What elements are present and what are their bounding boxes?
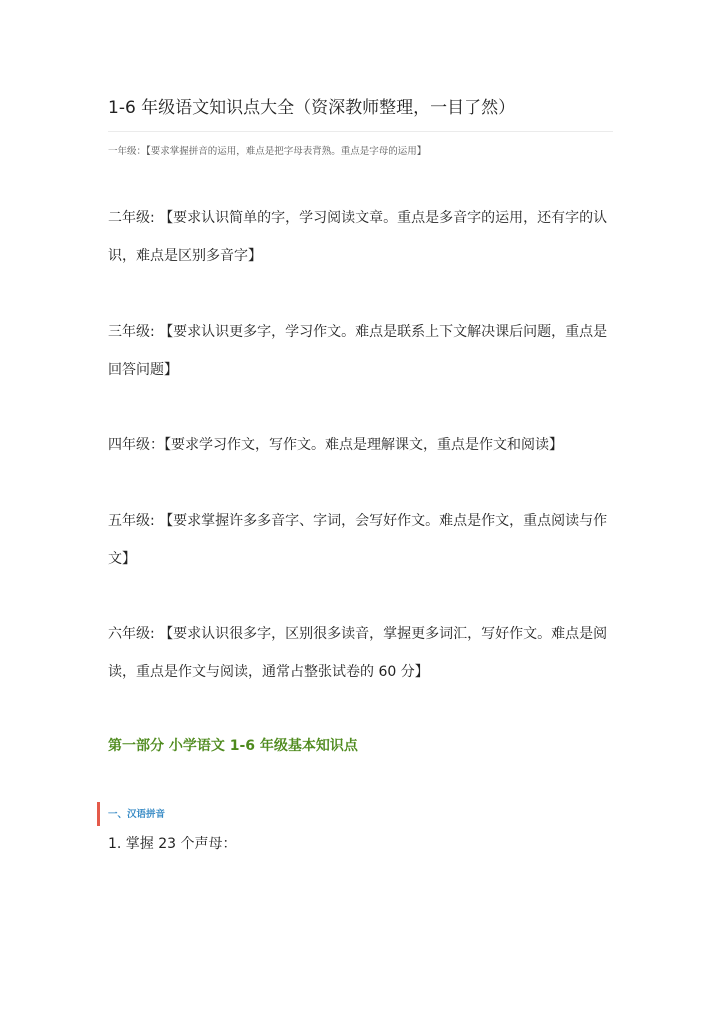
- grade-3-paragraph: 三年级: 【要求认识更多字，学习作文。难点是联系上下文解决课后问题，重点是回答问题】: [108, 324, 608, 378]
- grade-5-paragraph: 五年级: 【要求掌握许多多音字、字词，会写好作文。难点是作文，重点阅读与作文】: [108, 513, 608, 567]
- subsection-heading: 一、汉语拼音: [108, 809, 166, 820]
- title-divider: [108, 131, 613, 132]
- subsection-accent-bar: [97, 802, 100, 826]
- grade-1-intro: 一年级：【要求掌握拼音的运用，难点是把字母表背熟。重点是字母的运用】: [108, 146, 427, 157]
- grade-6-paragraph: 六年级: 【要求认识很多字，区别很多读音，掌握更多词汇，写好作文。难点是阅读，重点是作文与阅读，通常占整张试卷的 60 分】: [108, 626, 608, 680]
- section-heading: 第一部分 小学语文 1-6 年级基本知识点: [108, 738, 358, 754]
- page-title: 1-6 年级语文知识点大全（资深教师整理，一目了然）: [108, 98, 516, 118]
- grade-2-paragraph: 二年级: 【要求认识简单的字，学习阅读文章。重点是多音字的运用，还有字的认识，难点是区别多音字】: [108, 210, 608, 264]
- list-item: 1. 掌握 23 个声母：: [108, 836, 237, 852]
- grade-4-paragraph: 四年级：【要求学习作文，写作文。难点是理解课文，重点是作文和阅读】: [108, 437, 563, 453]
